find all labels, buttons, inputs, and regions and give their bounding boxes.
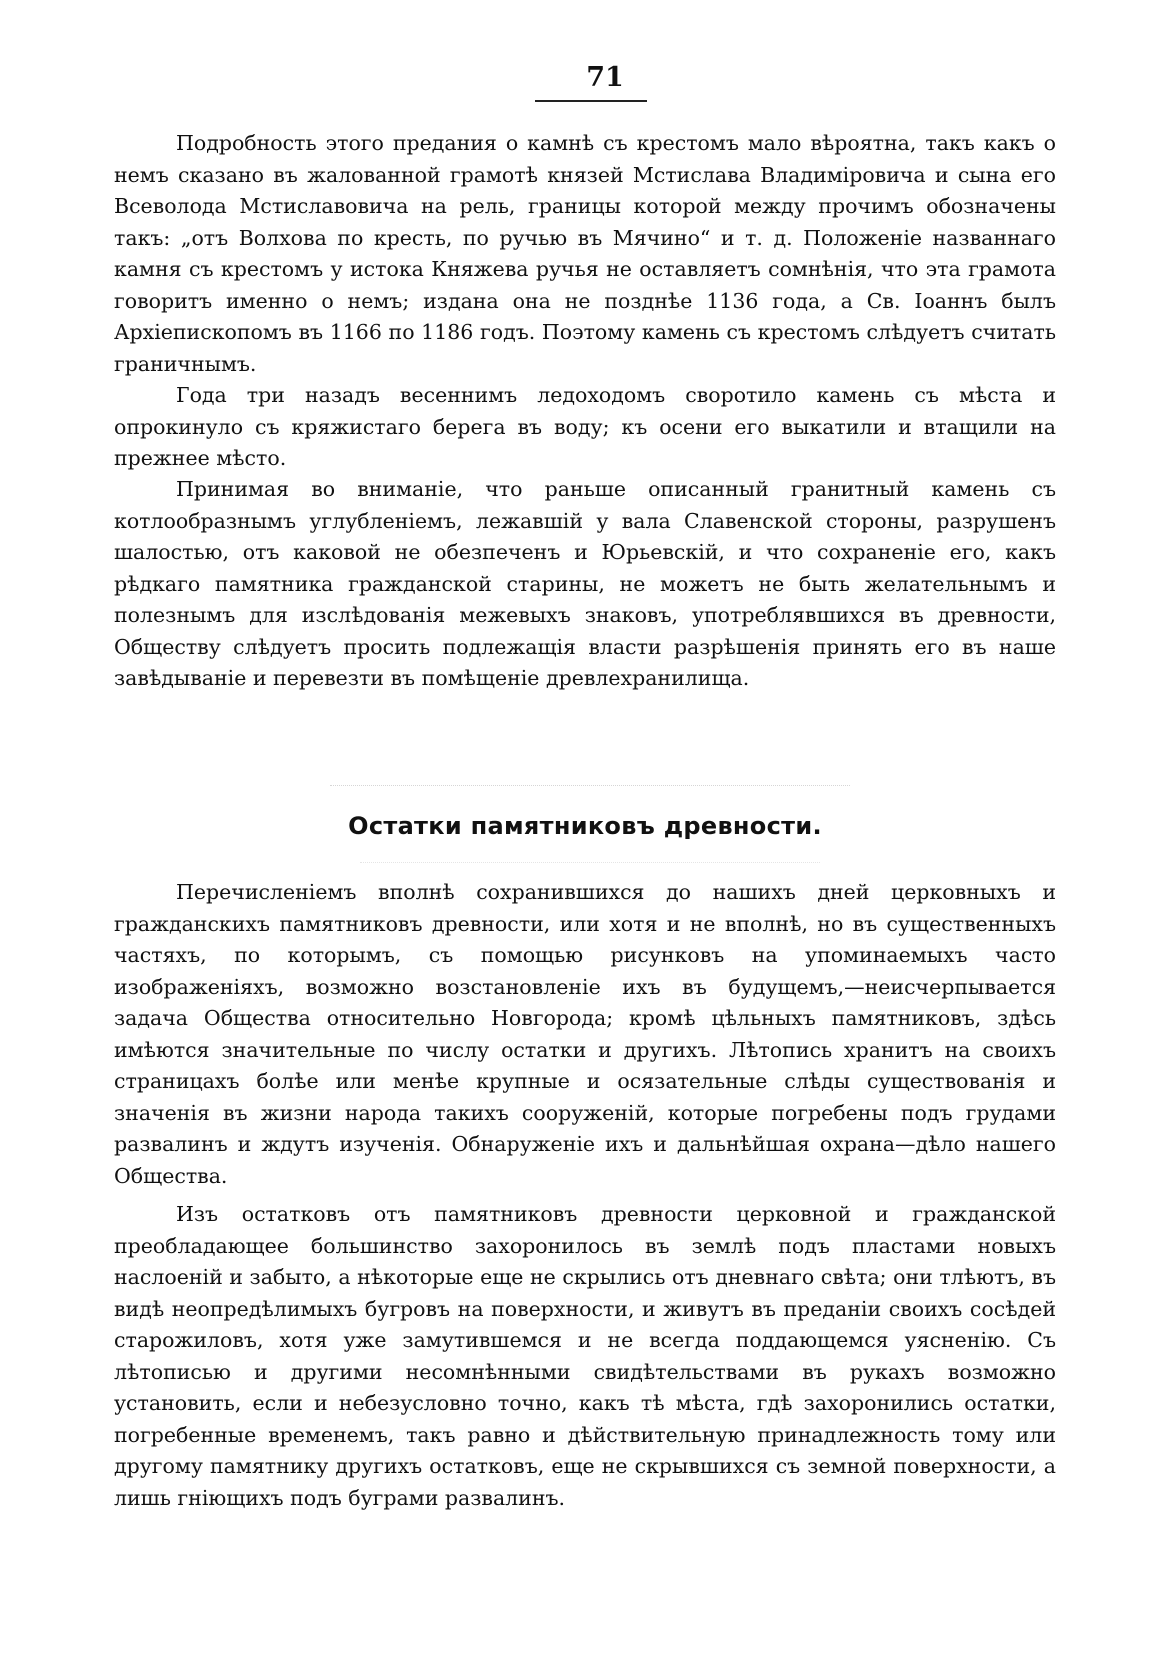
paragraph-ice-drift: Года три назадъ весеннимъ ледоходомъ своротило камень съ мѣста и опрокинуло съ кряжистаго берега въ воду; къ осени его выкатили и втащили на прежнее мѣсто.	[114, 383, 1056, 470]
paragraph-buried-remains: Изъ остатковъ отъ памятниковъ древности церковной и гражданской преобладающее большинство захоронилось въ землѣ подъ пластами новыхъ наслоеній и забыто, а нѣкоторые еще не скрылись отъ дневнаго свѣта; они тлѣютъ, въ видѣ неопредѣлимыхъ бугровъ на поверхности, и живутъ въ преданіи своихъ сосѣдей старожиловъ, хотя уже замутившемся и не всегда поддающемся уясненію. Съ лѣтописью и другими несомнѣнными свидѣтельствами въ рукахъ возможно установить, если и небезусловно точно, какъ тѣ мѣста, гдѣ захоронились остатки, погребенные временемъ, такъ равно и дѣйствительную принадлежность тому или другому памятнику другихъ остатковъ, еще не скрывшихся съ земной поверхности, а лишь гніющихъ подъ буграми развалинъ.	[114, 1202, 1056, 1510]
faint-bleedthrough-line	[330, 785, 850, 796]
page-number: 71	[586, 62, 624, 93]
faint-bleedthrough-line	[360, 862, 820, 869]
paragraph-granite-stone-preservation: Принимая во вниманіе, что раньше описанный гранитный камень съ котлообразнымъ углубленіемъ, лежавшій у вала Славенской стороны, разрушенъ шалостью, отъ каковой не обезпеченъ и Юрьевскій, и что сохраненіе его, какъ рѣдкаго памятника гражданской старины, не можетъ не быть желательнымъ и полезнымъ для изслѣдованія межевыхъ знаковъ, употреблявшихся въ древности, Обществу слѣдуетъ просить подлежащія власти разрѣшенія принять его въ наше завѣдываніе и перевезти въ помѣщеніе древлехранилища.	[114, 477, 1056, 690]
paragraph-stone-cross-boundary: Подробность этого предания о камнѣ съ крестомъ мало вѣроятна, такъ какъ о немъ сказано въ жалованной грамотѣ князей Мстислава Владиміровича и сына его Всеволода Мстиславовича на рель, границы которой между прочимъ обозначены такъ: „отъ Волхова по кресть, по ручью въ Мячино“ и т. д. Положеніе названнаго камня съ крестомъ у истока Княжева ручья не оставляетъ сомнѣнія, что эта грамота говоритъ именно о немъ; издана она не позднѣе 1136 года, а Св. Іоаннъ былъ Архіепископомъ въ 1166 по 1186 годъ. Поэтому камень съ крестомъ слѣдуетъ считать граничнымъ.	[114, 131, 1056, 376]
section-title: Остатки памятниковъ древности.	[348, 812, 822, 840]
page-number-rule	[535, 100, 647, 102]
paragraph-monument-remains: Перечисленіемъ вполнѣ сохранившихся до нашихъ дней церковныхъ и гражданскихъ памятниковъ древности, или хотя и не вполнѣ, но въ существенныхъ частяхъ, по которымъ, съ помощью рисунковъ на упоминаемыхъ часто изображеніяхъ, возможно возстановленіе ихъ въ будущемъ,—неисчерпывается задача Общества относительно Новгорода; кромѣ цѣльныхъ памятниковъ, здѣсь имѣются значительные по числу остатки и другихъ. Лѣтопись хранитъ на своихъ страницахъ болѣе или менѣе крупные и осязательные слѣды существованія и значенія въ жизни народа такихъ сооруженій, которые погребены подъ грудами развалинъ и ждутъ изученія. Обнаруженіе ихъ и дальнѣйшая охрана—дѣло нашего Общества.	[114, 880, 1056, 1188]
